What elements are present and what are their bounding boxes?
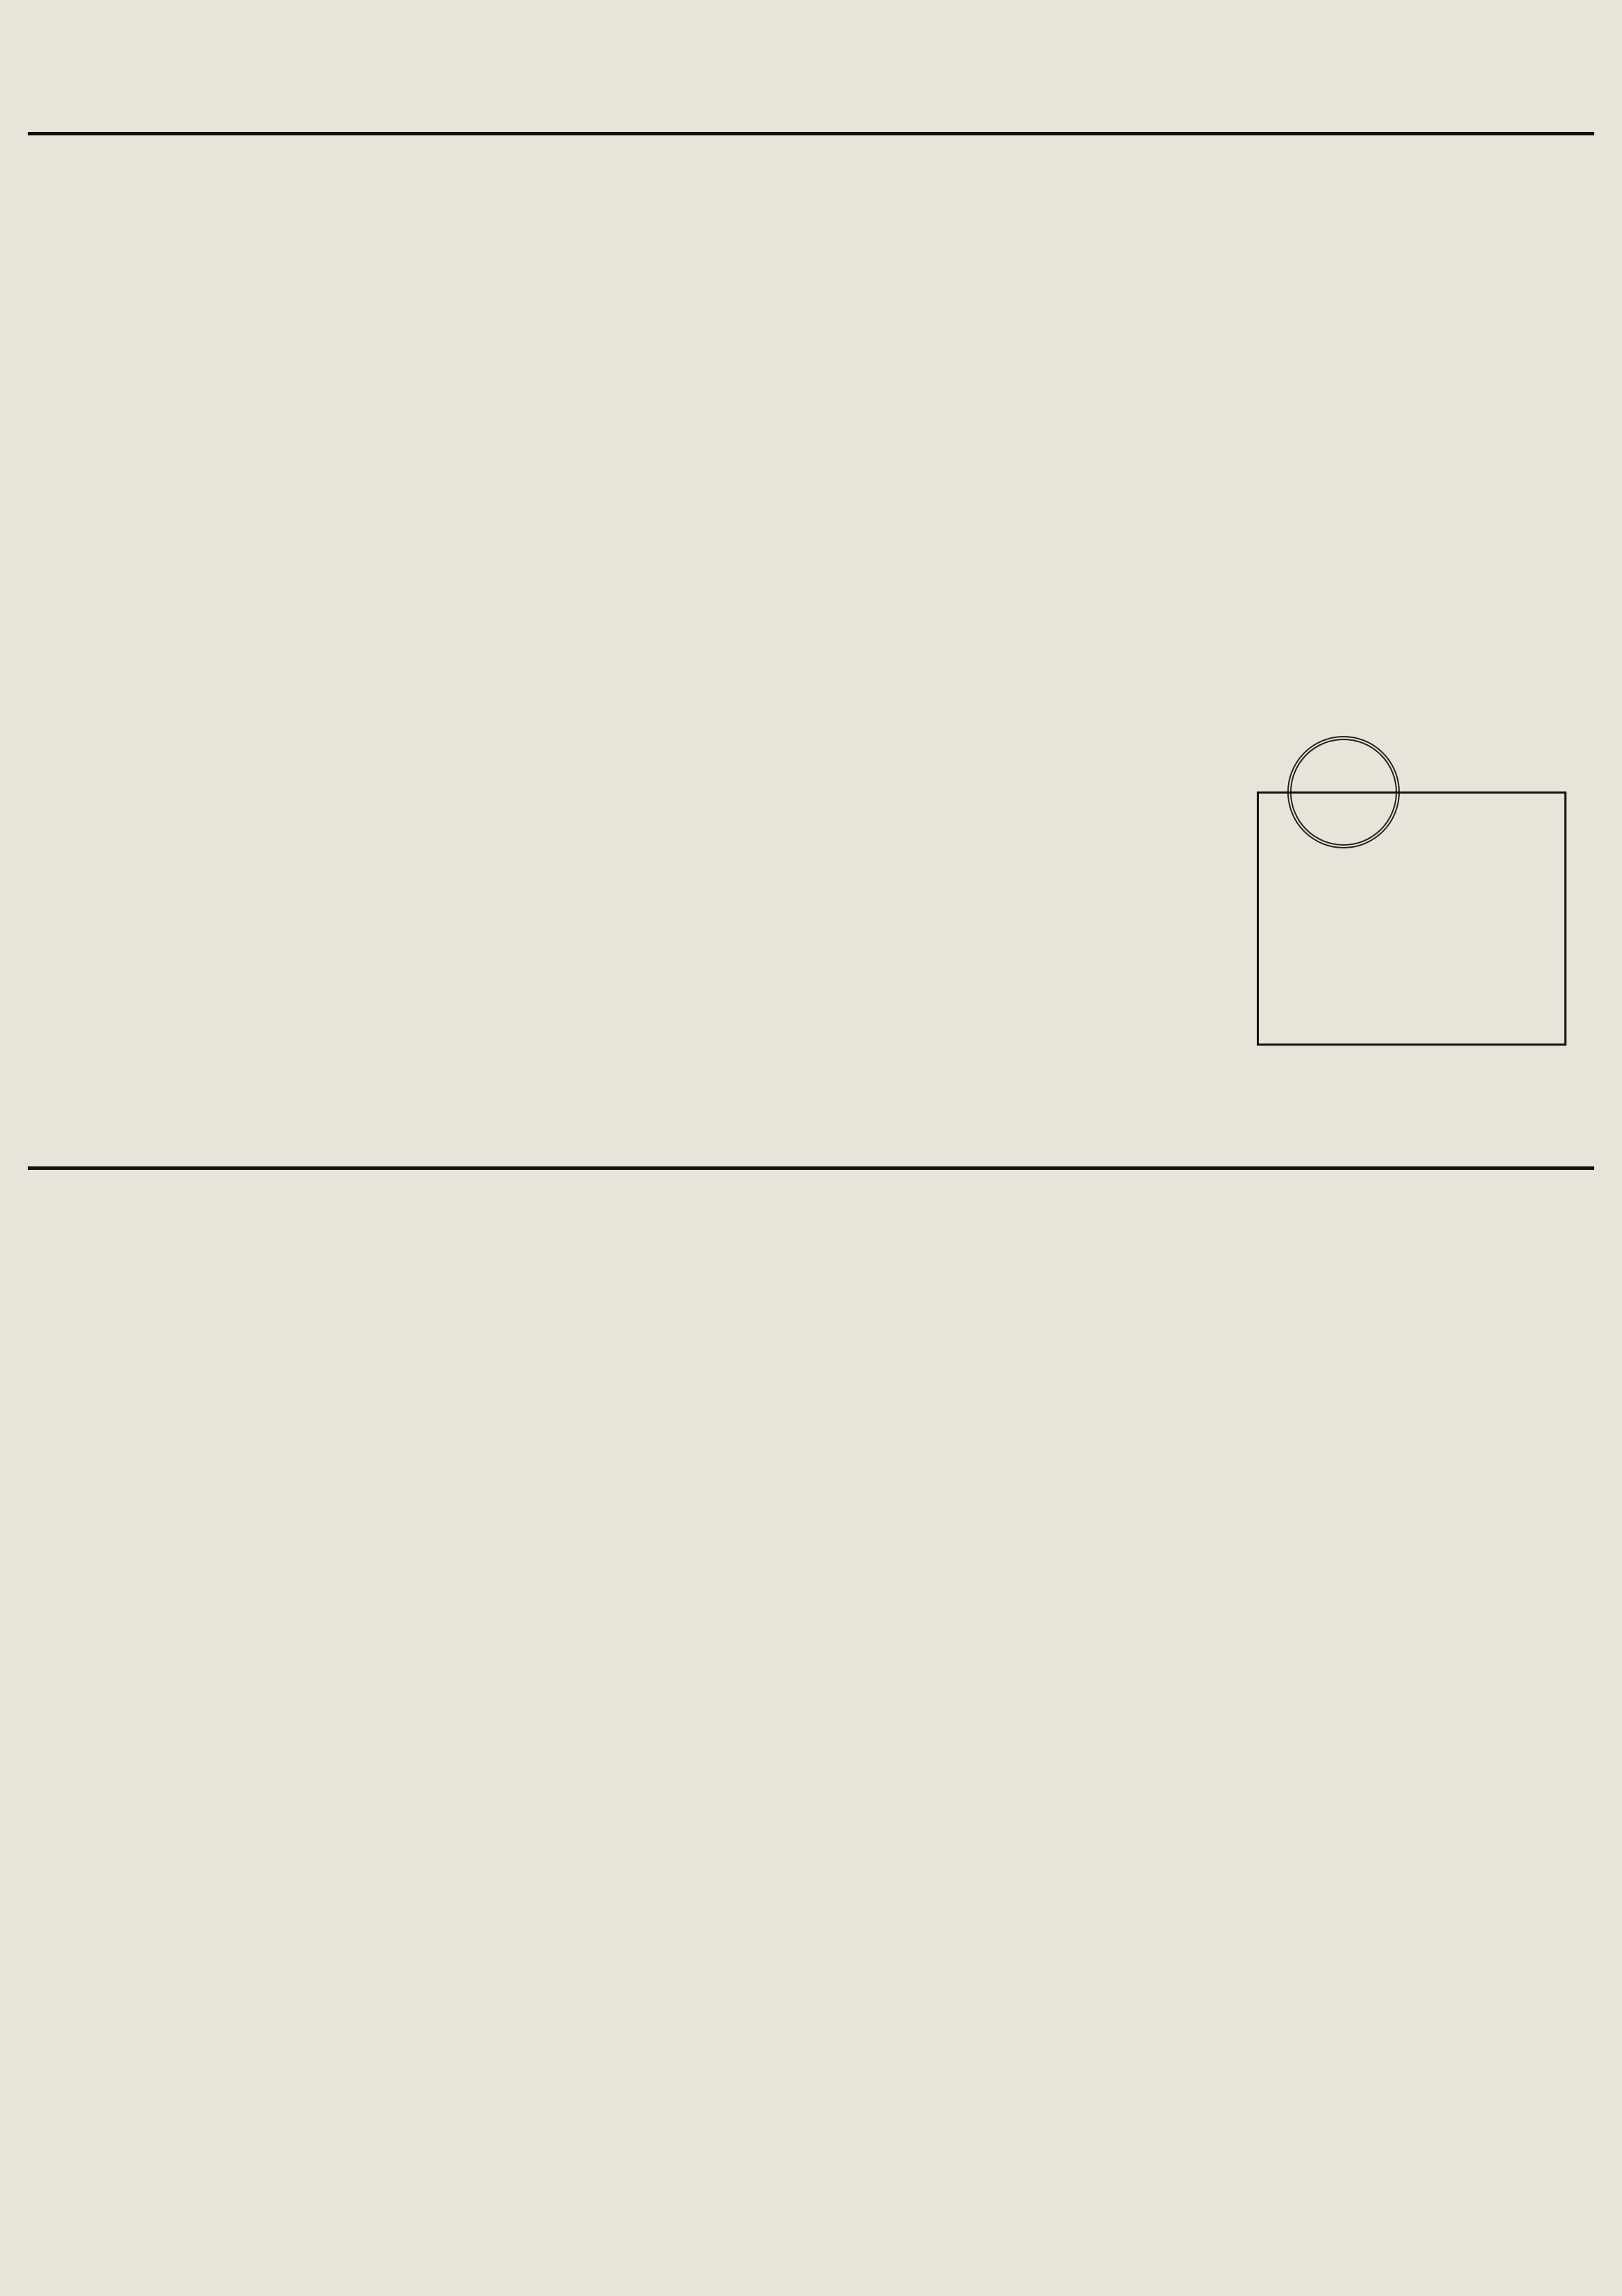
price-box [1257, 791, 1566, 1046]
header-bar [28, 28, 1594, 132]
section-rule [28, 1166, 1594, 1170]
header-rule [28, 132, 1594, 135]
newspaper-page [28, 28, 1594, 2268]
masthead-block [1240, 139, 1566, 1062]
